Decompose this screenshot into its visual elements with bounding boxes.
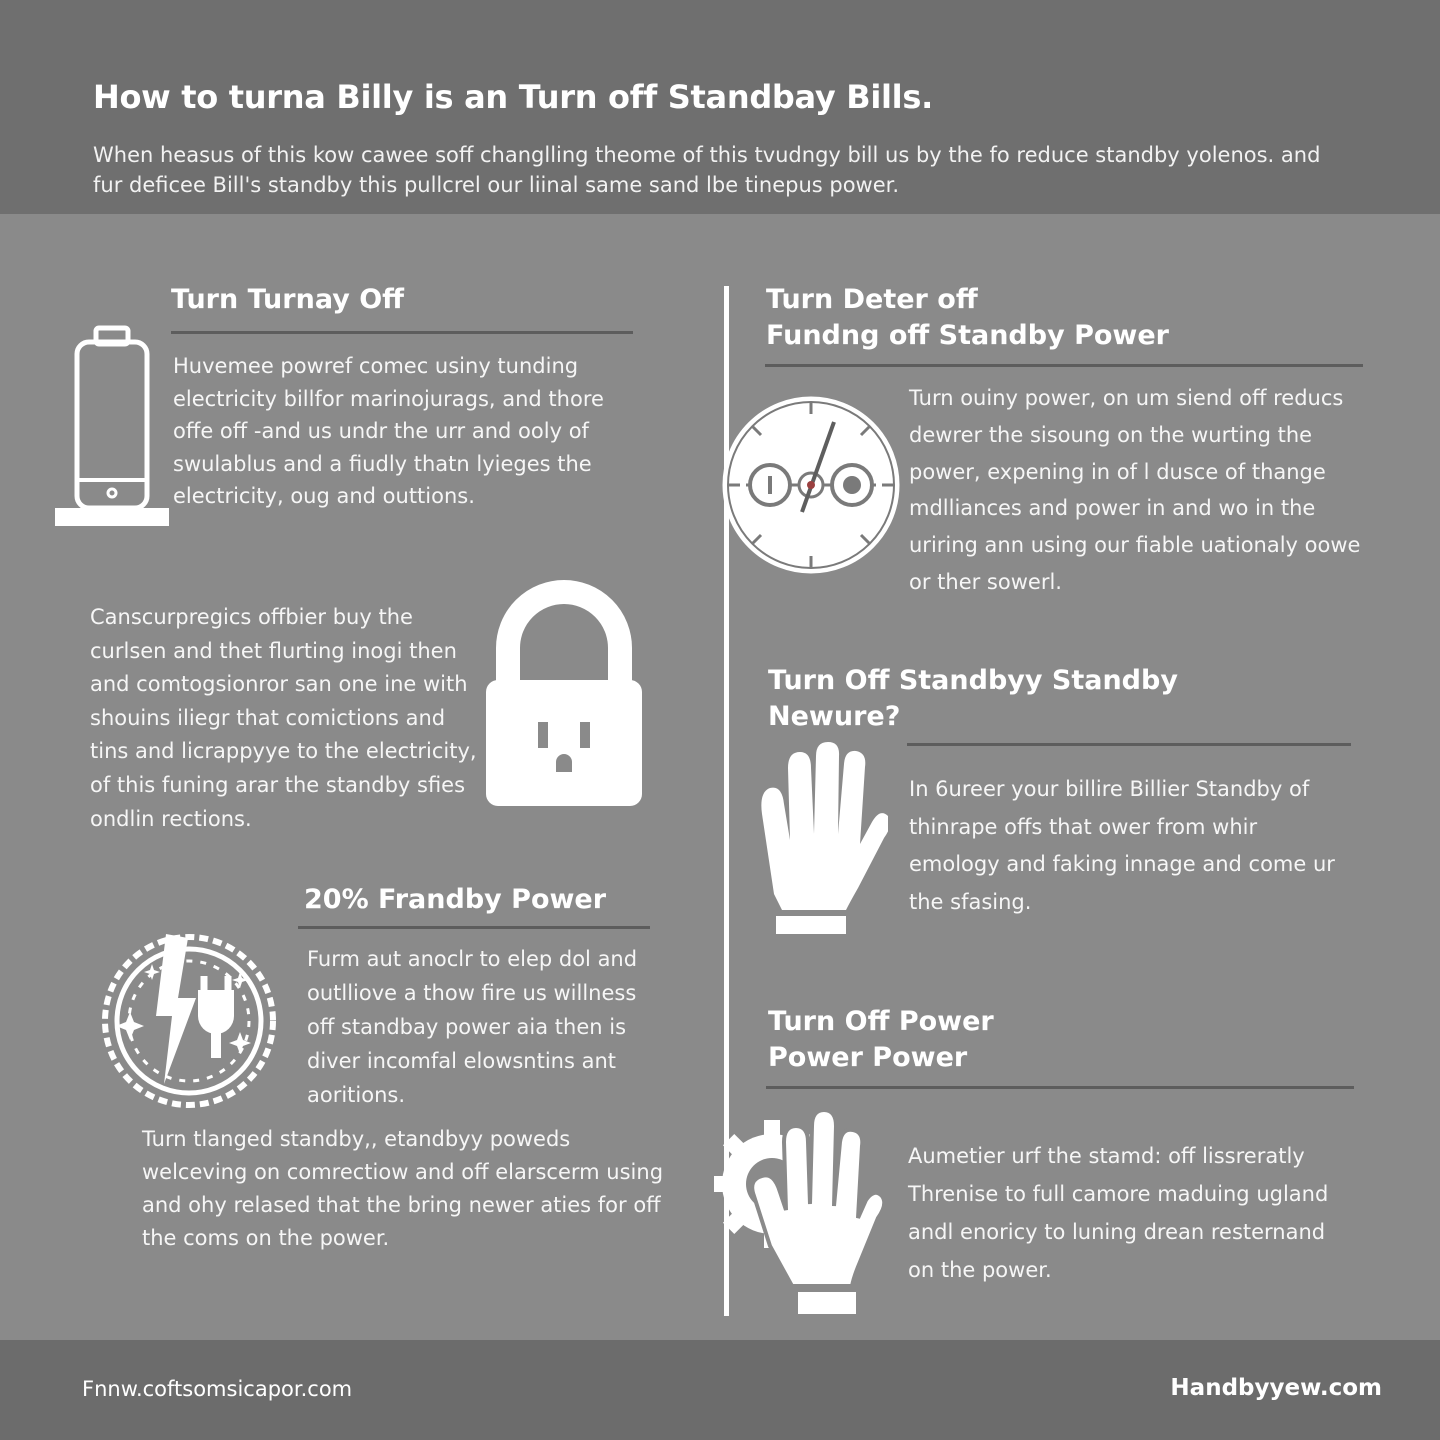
right-section-1-rule (765, 364, 1363, 367)
page-title: How to turna Billy is an Turn off Standbay Bills. (93, 78, 933, 116)
left-section-3-heading: 20% Frandby Power (304, 884, 607, 915)
right-section-3-heading-line-1: Turn Off Power (768, 1006, 994, 1037)
right-section-1-heading (766, 282, 1169, 354)
hand-stop-icon (754, 742, 888, 938)
left-section-1-body: Huvemee powref comec usiny tunding electricity billfor marinojurags, and thore offe off -and us undr the urr and ooly of swulablus and a fiudly thatn lyieges the electricity, oug and outtions. (173, 354, 604, 508)
right-section-3-heading-line-2: Power Power (768, 1042, 968, 1073)
right-section-1-body: Turn ouiny power, on um siend off reducs dewrer the sisoung on the wurting the power, expening in of l dusce of thange mdlliances and power in and wo in the uriring ann using our fiable uationaly oowe or ther sowerl. (909, 386, 1361, 594)
left-section-3-rule (298, 926, 650, 929)
right-section-2-rule (907, 743, 1351, 746)
footer-bar (0, 1340, 1440, 1440)
left-section-1-heading: Turn Turnay Off (171, 284, 405, 315)
power-plug-badge-icon (100, 932, 278, 1110)
hand-gear-icon (712, 1106, 884, 1318)
right-section-3-heading (768, 1004, 994, 1076)
right-section-3-rule (766, 1086, 1354, 1089)
header-banner (0, 0, 1440, 214)
timer-dial-icon (718, 392, 904, 578)
right-section-2-heading-line-1: Turn Off Standbyy Standby (768, 665, 1178, 696)
right-section-2-heading (768, 663, 1178, 735)
phone-battery-icon (52, 322, 172, 530)
left-section-1-rule (171, 331, 633, 334)
left-section-3-body: Furm aut anoclr to elep dol and outlliove a thow fire us willness off standbay power aia then is diver incomfal elowsntins ant aoritions. (307, 947, 638, 1107)
right-section-1-heading-line-1: Turn Deter off (766, 284, 978, 315)
left-section-4-body: Turn tlanged standby,, etandbyy poweds welceving on comrectiow and off elarscerm using and ohy relased that the bring newer aties for off the coms on the power. (142, 1127, 664, 1250)
right-section-3-body: Aumetier urf the stamd: off lissreratly Threnise to full camore maduing ugland andl enoricy to luning drean resternand on the power. (908, 1144, 1329, 1282)
right-section-2-heading-line-2: Newure? (768, 701, 901, 732)
footer-left-url[interactable]: Fnnw.coftsomsicapor.com (82, 1377, 353, 1401)
right-section-1-heading-line-2: Fundng off Standby Power (766, 320, 1169, 351)
right-section-2-body: In 6ureer your billire Billier Standby of thinrape offs that ower from whir emology and faking innage and come ur the sfasing. (909, 777, 1335, 914)
intro-text: When heasus of this kow cawee soff changlling theome of this tvudngy bill us by the fo reduce standby yolenos. and fur deficee Bill's standby this pullcrel our liinal same sand lbe tinepus power. (93, 143, 1321, 197)
footer-right-url[interactable]: Handbyyew.com (1170, 1375, 1382, 1401)
left-section-2-body: Canscurpregics offbier buy the curlsen and thet flurting inogi then and comtogsionror san one ine with shouins iliegr that comictions and tins and licrappyye to the electricity, of this funing arar the standby sfies ondlin rections. (90, 605, 477, 831)
padlock-outlet-icon (482, 576, 646, 810)
